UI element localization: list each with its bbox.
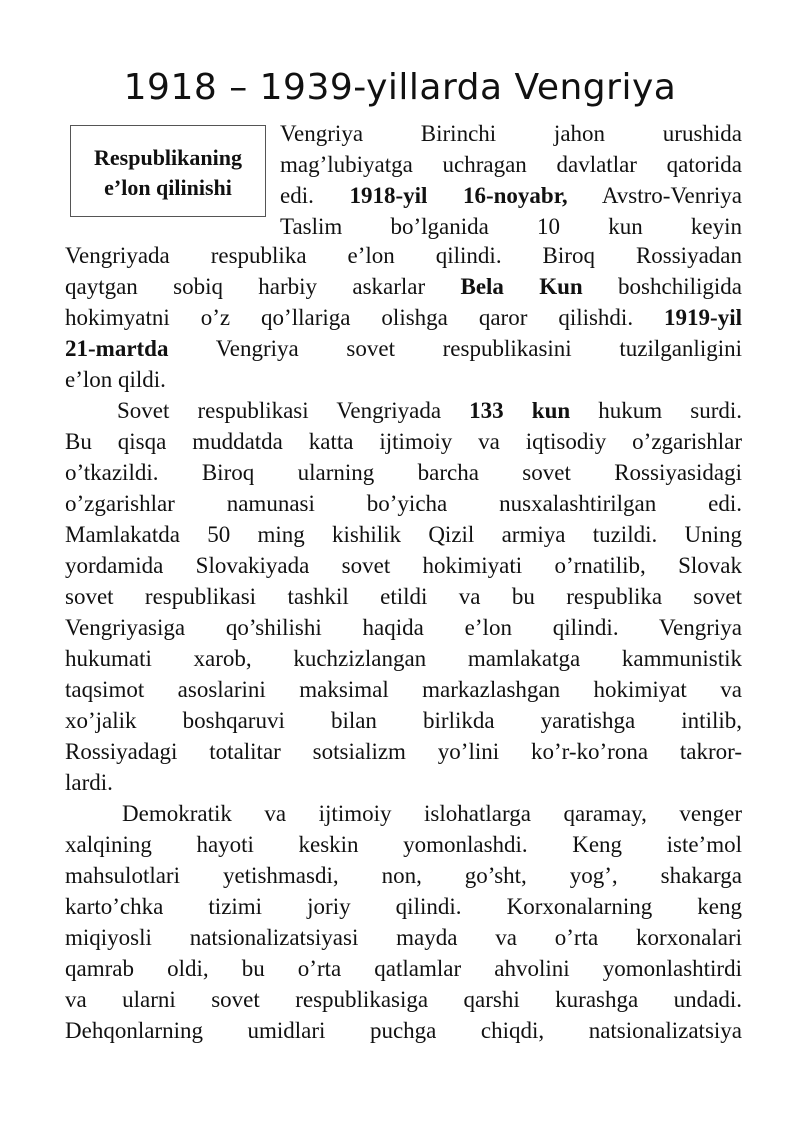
text-line: Vengriyasiga qo’shilishi haqida e’lon qilindi. Vengriya — [65, 615, 742, 640]
text-line: mag’lubiyatga uchragan davlatlar qatorida — [280, 152, 742, 177]
text-line: qamrab oldi, bu o’rta qatlamlar ahvolini yomonlashtirdi — [65, 956, 742, 981]
text-line: Taslim bo’lganida 10 kun keyin — [280, 214, 742, 239]
margin-note-line-2: e’lon qilinishi — [104, 175, 232, 200]
bold-phrase: 21-martda — [65, 336, 169, 361]
text-line: taqsimot asoslarini maksimal markazlashgan hokimiyat va — [65, 677, 742, 702]
bold-phrase: 133 kun — [469, 398, 571, 423]
bold-phrase: 1919-yil — [664, 305, 742, 330]
text-line: Demokratik va ijtimoiy islohatlarga qaramay, venger — [122, 801, 742, 826]
margin-note-line-1: Respublikaning — [94, 145, 242, 170]
text-line: Vengriyada respublika e’lon qilindi. Biroq Rossiyadan — [65, 243, 742, 268]
text-line: Rossiyadagi totalitar sotsializm yo’lini ko’r-ko’rona takror- — [65, 739, 742, 764]
text-line: Vengriya Birinchi jahon urushida — [280, 121, 742, 146]
text-line: Mamlakatda 50 ming kishilik Qizil armiya tuzildi. Uning — [65, 522, 742, 547]
text-line: sovet respublikasi tashkil etildi va bu respublika sovet — [65, 584, 742, 609]
text-line: 21-martda Vengriya sovet respublikasini tuzilganligini — [65, 336, 742, 361]
text-line: o’tkazildi. Biroq ularning barcha sovet Rossiyasidagi — [65, 460, 742, 485]
text-line: Sovet respublikasi Vengriyada 133 kun hukum surdi. — [117, 398, 742, 423]
text-line: o’zgarishlar namunasi bo’yicha nusxalashtirilgan edi. — [65, 491, 742, 516]
text-line: xo’jalik boshqaruvi bilan birlikda yaratishga intilib, — [65, 708, 742, 733]
text-line: e’lon qildi. — [65, 367, 166, 392]
text-line: karto’chka tizimi joriy qilindi. Korxonalarning keng — [65, 894, 742, 919]
text-line: va ularni sovet respublikasiga qarshi kurashga undadi. — [65, 987, 742, 1012]
text-line: yordamida Slovakiyada sovet hokimiyati o’rnatilib, Slovak — [65, 553, 742, 578]
text-line: qaytgan sobiq harbiy askarlar Bela Kun boshchiligida — [65, 274, 742, 299]
text-line: Dehqonlarning umidlari puchga chiqdi, natsionalizatsiya — [65, 1018, 742, 1043]
text-line: hukumati xarob, kuchzizlangan mamlakatga kammunistik — [65, 646, 742, 671]
bold-phrase: 1918-yil 16-noyabr, — [349, 183, 568, 208]
text-line: miqiyosli natsionalizatsiyasi mayda va o’rta korxonalari — [65, 925, 742, 950]
margin-note-box — [70, 125, 266, 217]
text-line: hokimyatni o’z qo’llariga olishga qaror qilishdi. 1919-yil — [65, 305, 742, 330]
bold-phrase: Bela Kun — [460, 274, 583, 299]
page-title: 1918 – 1939-yillarda Vengriya — [123, 67, 677, 108]
text-line: lardi. — [65, 770, 113, 795]
text-line: xalqining hayoti keskin yomonlashdi. Keng iste’mol — [65, 832, 742, 857]
text-line: Bu qisqa muddatda katta ijtimoiy va iqtisodiy o’zgarishlar — [65, 429, 742, 454]
text-line: mahsulotlari yetishmasdi, non, go’sht, yog’, shakarga — [65, 863, 742, 888]
text-line: edi. 1918-yil 16-noyabr, Avstro-Venriya — [280, 183, 742, 208]
